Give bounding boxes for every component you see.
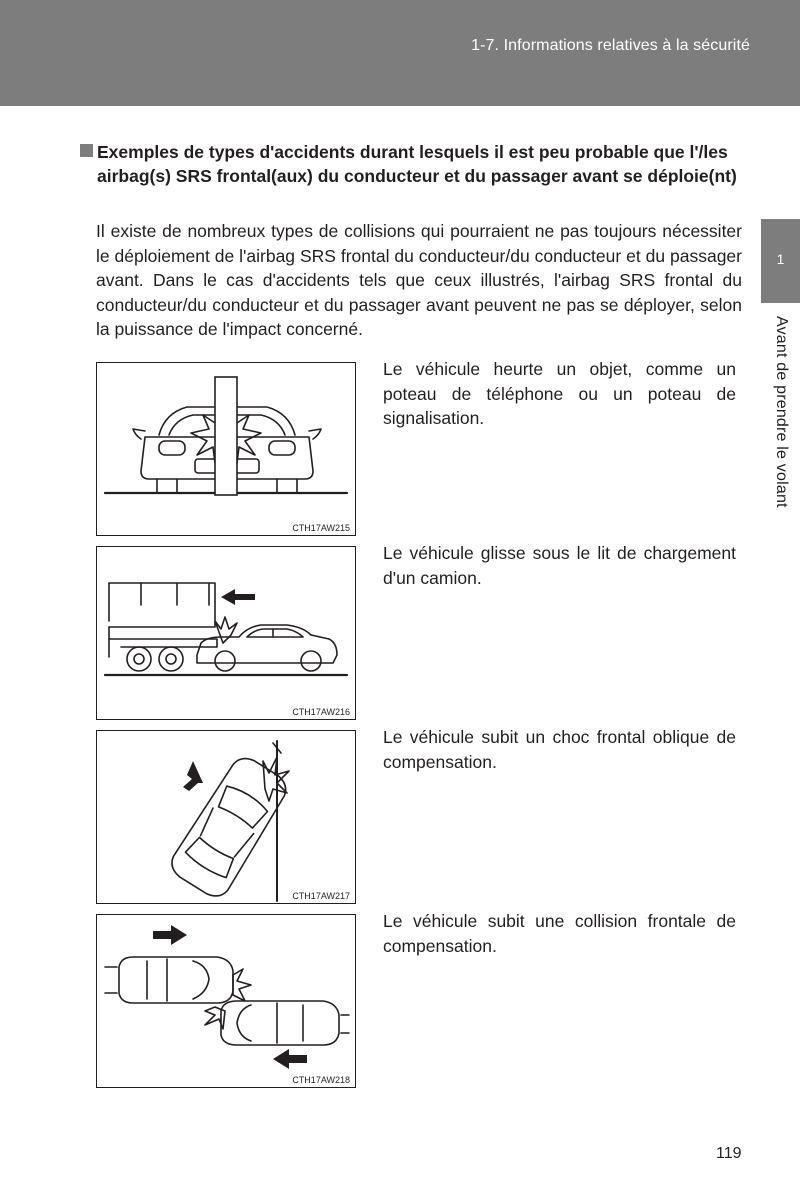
section-title: 1-7. Informations relatives à la sécurité bbox=[471, 37, 750, 54]
intro-paragraph: Il existe de nombreux types de collisions qui pourraient ne pas toujours nécessiter le déploiement de l'airbag SRS frontal du conducteur/du conducteur et du passager avant. Dans le cas d'accidents tels que ceux illustrés, l'airbag SRS frontal du conducteur/du conducteur et du passager avant peuvent ne pas se déployer, selon la puissance de l'impact concerné. bbox=[96, 221, 742, 339]
truck-underride-icon bbox=[97, 547, 355, 719]
figure-caption: Le véhicule glisse sous le lit de chargement d'un camion. bbox=[383, 543, 736, 588]
chapter-number: 1 bbox=[776, 251, 785, 267]
oblique-collision-icon bbox=[97, 731, 355, 903]
figure-oblique-collision bbox=[96, 730, 356, 904]
figure-caption: Le véhicule subit une collision frontale de compensation. bbox=[383, 911, 736, 956]
page-header bbox=[0, 0, 800, 106]
pole-collision-icon bbox=[97, 363, 355, 535]
figure-offset-collision bbox=[96, 914, 356, 1088]
figure-code: CTH17AW218 bbox=[292, 1075, 350, 1085]
figure-code: CTH17AW216 bbox=[292, 707, 350, 717]
figure-caption: Le véhicule subit un choc frontal oblique de compensation. bbox=[383, 727, 736, 772]
offset-collision-icon bbox=[97, 915, 355, 1087]
figure-caption: Le véhicule heurte un objet, comme un poteau de téléphone ou un poteau de signalisation. bbox=[383, 359, 736, 428]
square-bullet-icon bbox=[80, 144, 93, 157]
figure-truck-underride bbox=[96, 546, 356, 720]
page-number: 119 bbox=[716, 1145, 742, 1162]
chapter-tab bbox=[761, 219, 800, 303]
figure-code: CTH17AW217 bbox=[292, 891, 350, 901]
figure-code: CTH17AW215 bbox=[292, 523, 350, 533]
figure-pole-collision bbox=[96, 362, 356, 536]
heading-text: Exemples de types d'accidents durant lesquels il est peu probable que l'/les airbag(s) SRS frontal(aux) du conducteur et du passager avant se déploie(nt) bbox=[97, 142, 737, 186]
chapter-title: Avant de prendre le volant bbox=[773, 316, 790, 508]
section-heading bbox=[80, 140, 750, 188]
